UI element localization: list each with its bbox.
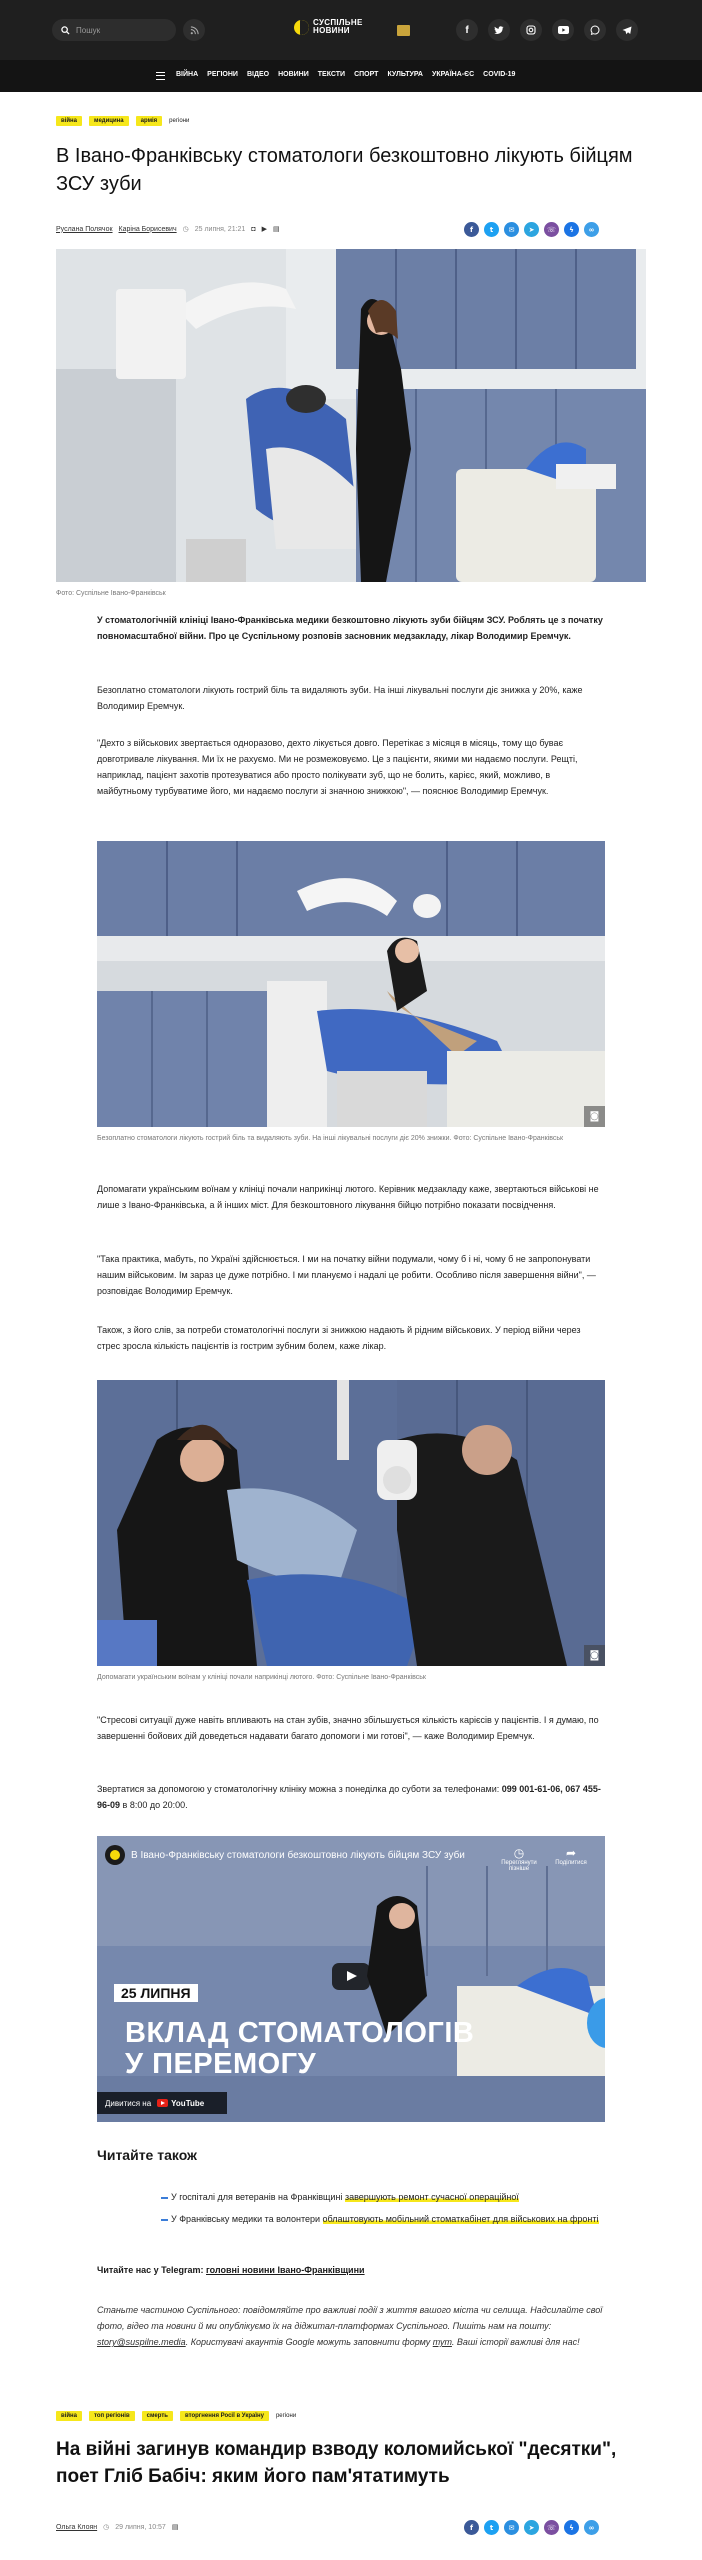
- publish-date: 29 липня, 10:57: [115, 2523, 166, 2531]
- telegram-promo: [97, 2265, 365, 2275]
- site-logo[interactable]: [294, 19, 363, 35]
- watch-on-label: Дивитися на: [105, 2098, 152, 2108]
- viber-icon[interactable]: [584, 19, 606, 41]
- photo-2-caption: Безоплатно стоматологи лікують гострий біль та видаляють зуби. На інші лікувальні послуги діє 20% знижки. Фото: Суспільне Івано-Франківськ: [97, 1135, 564, 1142]
- tag-top-regions[interactable]: топ регіонів: [89, 2411, 135, 2421]
- share-link-icon[interactable]: ∞: [584, 222, 599, 237]
- next-share-bar: [459, 2520, 599, 2535]
- article-title: В Івано-Франківську стоматологи безкоштовно лікують бійцям ЗСУ зуби: [56, 145, 633, 195]
- share-twitter-icon[interactable]: t: [484, 222, 499, 237]
- video-icon: ▶: [261, 226, 267, 233]
- share-icon: ➦: [565, 1846, 577, 1860]
- youtube-video-player[interactable]: [97, 1836, 605, 2122]
- nav-item-video[interactable]: ВІДЕО: [246, 71, 270, 78]
- next-article-tags: [56, 2411, 303, 2421]
- share-link-icon[interactable]: ∞: [584, 2520, 599, 2535]
- tag-war[interactable]: війна: [56, 116, 82, 126]
- search-input[interactable]: [52, 19, 176, 41]
- accessibility-icon[interactable]: [397, 25, 410, 36]
- photo-1-caption: Фото: Суспільне Івано-Франківськ: [56, 590, 166, 597]
- youtube-icon[interactable]: [552, 19, 574, 41]
- photo-3-caption: Допомагати українським воїнам у клініці почали наприкінці лютого. Фото: Суспільне Івано-Франківськ: [97, 1674, 426, 1681]
- share-viber-icon[interactable]: ☏: [544, 2520, 559, 2535]
- ugc-text-1: Станьте частиною Суспільного: повідомляйте про важливі події з життя вашого міста чи селища. Надсилайте свої фото, відео та новини й ми опублікуємо їх на діджитал-платформах Суспільного. Пишіть нам на пошту:: [97, 2305, 603, 2331]
- search-icon: [61, 26, 70, 35]
- ugc-invite: [97, 2302, 605, 2350]
- nav-item-news[interactable]: НОВИНИ: [278, 71, 309, 78]
- share-email-icon[interactable]: ✉: [504, 2520, 519, 2535]
- nav-item-culture[interactable]: КУЛЬТУРА: [387, 71, 423, 78]
- facebook-icon[interactable]: f: [456, 19, 478, 41]
- channel-logo[interactable]: [105, 1845, 125, 1865]
- read-also-item: [171, 2190, 601, 2205]
- main-navigation: [0, 60, 702, 92]
- camera-icon: ◙: [584, 1645, 605, 1666]
- article-lead: У стоматологічній клініці Івано-Франківська медики безкоштовно лікують зуби бійцям ЗСУ. Роблять це з початку повномасштабної війни. Про це Суспільному розповів засновник медзакладу, лікар Володимир Еремчук.: [97, 615, 603, 641]
- watch-on-youtube-button[interactable]: [97, 2092, 227, 2114]
- top-header: [0, 0, 702, 60]
- tag-war[interactable]: війна: [56, 2411, 82, 2421]
- contact-phones[interactable]: 099 001-61-06, 067 455-96-09: [97, 1784, 601, 1810]
- read-also-item: [171, 2212, 601, 2227]
- read-also-title: Читайте також: [97, 2147, 197, 2163]
- camera-icon: ◘: [251, 225, 256, 233]
- clock-icon: ◷: [182, 226, 189, 233]
- nav-item-war[interactable]: ВІЙНА: [176, 71, 199, 78]
- read-also-text: У госпіталі для ветеранів на Франківщині: [171, 2192, 345, 2202]
- logo-text-2: НОВИНИ: [313, 26, 350, 35]
- article-photo-2: [97, 841, 605, 1127]
- logo-text-1: СУСПІЛЬНЕ: [313, 18, 363, 27]
- nav-item-ukraine-eu[interactable]: УКРАЇНА-ЄС: [431, 71, 475, 78]
- author-link[interactable]: Руслана Полячок: [56, 225, 113, 233]
- logo-mark: [294, 20, 309, 35]
- read-also-link[interactable]: завершують ремонт сучасної операційної: [344, 2192, 519, 2202]
- search-placeholder: Пошук: [76, 25, 101, 35]
- paragraph-5: Також, з його слів, за потреби стоматологічні послуги зі знижкою надають й рідним військових. У період війни через стрес зросла кількість пацієнтів із гострим зубним болем, каже лікар.: [97, 1325, 581, 1351]
- watch-later-button[interactable]: [497, 1846, 541, 1872]
- video-headline-2: У ПЕРЕМОГУ: [125, 2048, 317, 2080]
- menu-icon[interactable]: [156, 72, 165, 80]
- share-email-icon[interactable]: ✉: [504, 222, 519, 237]
- share-twitter-icon[interactable]: t: [484, 2520, 499, 2535]
- contacts-text: Звертатися за допомогою у стоматологічну клініку можна з понеділка до суботи за телефонами:: [97, 1784, 502, 1794]
- next-article-title[interactable]: На війні загинув командир взводу коломийської "десятки", поет Гліб Бабіч: яким його пам'ятатимуть: [56, 2439, 617, 2487]
- paragraph-1: Безоплатно стоматологи лікують гострий біль та видаляють зуби. На інші лікувальні послуги діє знижка у 20%, каже Володимир Еремчук.: [97, 685, 583, 711]
- author-link[interactable]: Каріна Борисевич: [118, 225, 177, 233]
- watch-later-label: Переглянути пізніше: [501, 1860, 537, 1872]
- tag-army[interactable]: армія: [136, 116, 163, 126]
- camera-icon: ◙: [584, 1106, 605, 1127]
- youtube-icon: [157, 2099, 168, 2107]
- document-icon: ▤: [171, 2524, 179, 2531]
- article-photo-3: [97, 1380, 605, 1666]
- next-article-meta: [56, 2523, 184, 2531]
- tag-medicine[interactable]: медицина: [89, 116, 129, 126]
- paragraph-2: "Дехто з військових звертається одноразово, дехто лікується довго. Перетікає з місяця в місяць, тому що буває довготривале лікування. Ми їх не рахуємо. Ми не розмежовуємо. Це з пацієнти, якими ми надаємо послуги. Рещті, наприклад, пацієнт захотів протезуватися або просто полікувати зуб, що не болить, карієс, який, можливо, в майбутньому турбуватиме його, ми надаємо послуги зі значною знижкою", — пояснює Володимир Еремчук.: [97, 738, 578, 796]
- author-link[interactable]: Ольга Клоян: [56, 2523, 98, 2531]
- telegram-prefix: Читайте нас у Telegram:: [97, 2265, 207, 2275]
- share-label: Поділитися: [555, 1860, 587, 1866]
- video-date-badge: 25 ЛИПНЯ: [114, 1984, 198, 2002]
- share-telegram-icon[interactable]: ➤: [524, 222, 539, 237]
- publish-date: 25 липня, 21:21: [194, 225, 246, 233]
- clock-icon: ◷: [103, 2524, 110, 2531]
- tag-russian-invasion[interactable]: вторгнення Росії в Україну: [180, 2411, 269, 2421]
- ugc-text-2: . Користувачі акаунтів Google можуть заповнити форму: [185, 2337, 433, 2347]
- paragraph-6: "Стресові ситуації дуже навіть впливають на стан зубів, значно збільшується кількість карієсів у пацієнтів. І я думаю, по завершенні бойових дій доведеться надавати багато допомоги і ми готові", — каже Володимир Еремчук.: [97, 1715, 599, 1741]
- video-headline: [125, 2018, 474, 2080]
- paragraph-4: "Така практика, мабуть, по Україні здійснюється. І ми на початку війни подумали, чому б і ні, чому б не запропонувати нашим військовим. Ім зараз це дуже потрібно. І ми плануємо і надалі це робити. Особливо після завершення війни", — розповідає Володимир Еремчук.: [97, 1254, 596, 1296]
- instagram-icon[interactable]: [520, 19, 542, 41]
- twitter-icon[interactable]: [488, 19, 510, 41]
- paragraph-3: Допомагати українським воїнам у клініці почали наприкінці лютого. Керівник медзакладу каже, звертаються військові не лише з Івано-Франківська, а й інших міст. Для безкоштовного лікування бійцю потрібно показати посвідчення.: [97, 1184, 599, 1210]
- youtube-label: YouTube: [171, 2098, 205, 2108]
- telegram-icon[interactable]: [616, 19, 638, 41]
- nav-item-regions[interactable]: РЕГІОНИ: [207, 71, 238, 78]
- video-headline-1: ВКЛАД СТОМАТОЛОГІВ: [125, 2017, 475, 2049]
- nav-item-sport[interactable]: СПОРТ: [354, 71, 379, 78]
- ugc-email-link[interactable]: story@suspilne.media: [97, 2337, 186, 2347]
- telegram-link[interactable]: головні новини Івано-Франківщини: [206, 2265, 365, 2275]
- share-bar: [459, 222, 599, 237]
- play-icon[interactable]: [332, 1963, 370, 1990]
- share-facebook-icon[interactable]: f: [464, 222, 479, 237]
- video-title[interactable]: В Івано-Франківську стоматологи безкоштовно лікують бійцям ЗСУ зуби: [131, 1850, 465, 1861]
- ugc-form-link[interactable]: тут: [432, 2337, 452, 2347]
- tag-death[interactable]: смерть: [142, 2411, 173, 2421]
- share-messenger-icon[interactable]: ϟ: [564, 222, 579, 237]
- nav-item-texts[interactable]: ТЕКСТИ: [317, 71, 346, 78]
- rss-icon[interactable]: [183, 19, 205, 41]
- article-tags: [56, 116, 196, 126]
- clock-icon: ◷: [513, 1846, 525, 1860]
- share-viber-icon[interactable]: ☏: [544, 222, 559, 237]
- read-also-text: У Франківську медики та волонтери: [171, 2214, 323, 2224]
- ugc-text-3: . Ваші історії важливі для нас!: [451, 2337, 580, 2347]
- paragraph-7: [97, 1781, 605, 1813]
- tag-regions[interactable]: регіони: [275, 2413, 297, 2419]
- document-icon: ▤: [272, 226, 280, 233]
- read-also-link[interactable]: облаштовують мобільний стоматкабінет для військових на фронті: [322, 2214, 599, 2224]
- share-facebook-icon[interactable]: f: [464, 2520, 479, 2535]
- tag-regions[interactable]: регіони: [169, 118, 190, 124]
- article-photo-1: [56, 249, 646, 582]
- contacts-hours: в 8:00 до 20:00.: [120, 1800, 188, 1810]
- share-messenger-icon[interactable]: ϟ: [564, 2520, 579, 2535]
- share-button[interactable]: [549, 1846, 593, 1866]
- nav-item-covid[interactable]: COVID-19: [483, 71, 516, 78]
- share-telegram-icon[interactable]: ➤: [524, 2520, 539, 2535]
- article-meta: [56, 225, 286, 233]
